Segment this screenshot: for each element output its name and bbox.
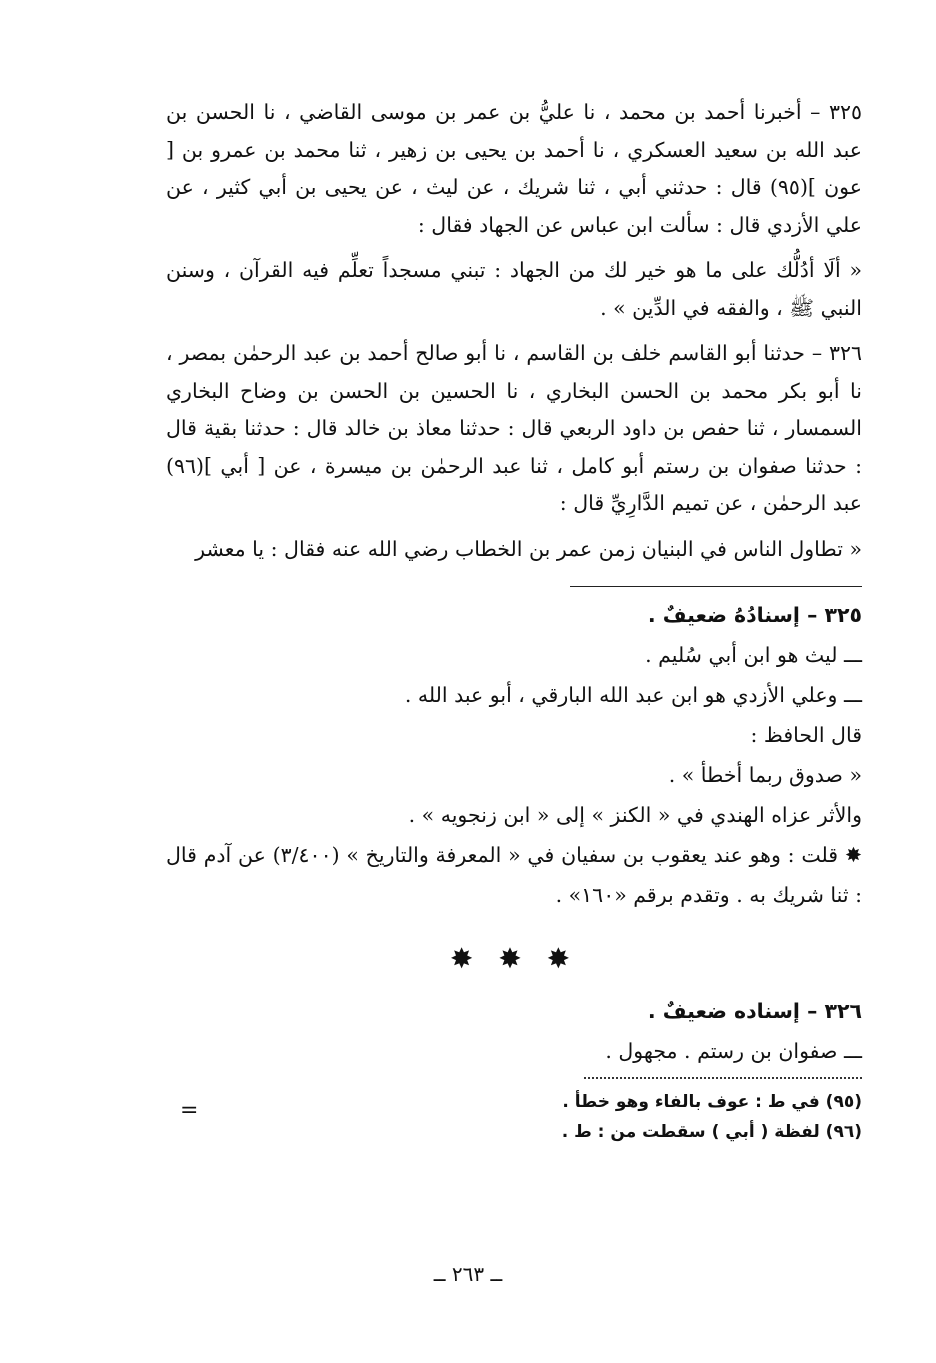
- page-number: ــ ٢٦٣ ــ: [433, 1262, 503, 1286]
- page-content: [166, 94, 862, 1147]
- commentary-line: ـــ ليث هو ابن أبي سُليم .: [645, 643, 862, 667]
- commentary-line: قال الحافظ :: [750, 723, 862, 747]
- commentary-line: والأثر عزاه الهندي في « الكنز » إلى « ابن زنجويه » .: [408, 803, 862, 827]
- footnote-95: (٩٥) في ط : عوف بالفاء وهو خطأ .: [562, 1092, 862, 1112]
- commentary-326: [166, 991, 862, 1071]
- section-separator-stars: ✸ ✸ ✸: [449, 942, 579, 975]
- hadith-326-quote: « تطاول الناس في البنيان زمن عمر بن الخطاب رضي الله عنه فقال : يا معشر: [195, 536, 862, 561]
- commentary-325-heading: ٣٢٥ – إسنادُهُ ضعيفٌ .: [647, 603, 862, 627]
- commentary-line: ـــ صفوان بن رستم . مجهول .: [605, 1039, 862, 1063]
- commentary-325: [166, 595, 862, 915]
- commentary-divider: [570, 586, 862, 587]
- footnote-divider: [584, 1077, 862, 1079]
- hadith-325-text: ٣٢٥ – أخبرنا أحمد بن محمد ، نا عليُّ بن عمر بن موسى القاضي ، نا الحسن بن عبد الله بن سعيد العسكري ، نا أحمد بن يحيى بن زهير ، ثنا محمد بن عمرو بن [ عون ](٩٥) قال : حدثني أبي ، ثنا شريك ، عن ليث ، عن يحيى بن أبي كثير ، عن علي الأزدي قال : سألت ابن عباس عن الجهاد فقال :: [166, 100, 863, 237]
- hadith-325-quote: « ألَا أدُلُّك على ما هو خير لك من الجهاد : تبني مسجداً تعلِّم فيه القرآن ، وسنن النبي ﷺ ، والفقه في الدِّين » .: [166, 258, 862, 320]
- commentary-line: ـــ وعلي الأزدي هو ابن عبد الله البارقي ، أبو عبد الله .: [404, 683, 862, 707]
- commentary-326-heading: ٣٢٦ – إسناده ضعيفٌ .: [647, 999, 862, 1023]
- commentary-line: « صدوق ربما أخطأ » .: [668, 763, 862, 787]
- commentary-line: ✸ قلت : وهو عند يعقوب بن سفيان في « المعرفة والتاريخ » (٣/٤٠٠) عن آدم قال : ثنا شريك به . وتقدم برقم «١٦٠» .: [166, 843, 862, 907]
- margin-mark: =: [180, 1098, 199, 1123]
- footnote-96: (٩٦) لفظة ( أبي ) سقطت من : ط .: [561, 1122, 862, 1142]
- hadith-326-text: ٣٢٦ – حدثنا أبو القاسم خلف بن القاسم ، نا أبو صالح أحمد بن عبد الرحمٰن بمصر ، نا أبو بكر محمد بن الحسن البخاري ، نا الحسين بن الحسن بن وضاح البخاري السمسار ، ثنا حفص بن داود الربعي قال : حدثنا معاذ بن خالد قال : حدثنا بقية قال : حدثنا صفوان بن رستم أبو كامل ، ثنا عبد الرحمٰن بن ميسرة ، عن [ أبي ](٩٦) عبد الرحمٰن ، عن تميم الدَّارِيِّ قال :: [166, 341, 862, 515]
